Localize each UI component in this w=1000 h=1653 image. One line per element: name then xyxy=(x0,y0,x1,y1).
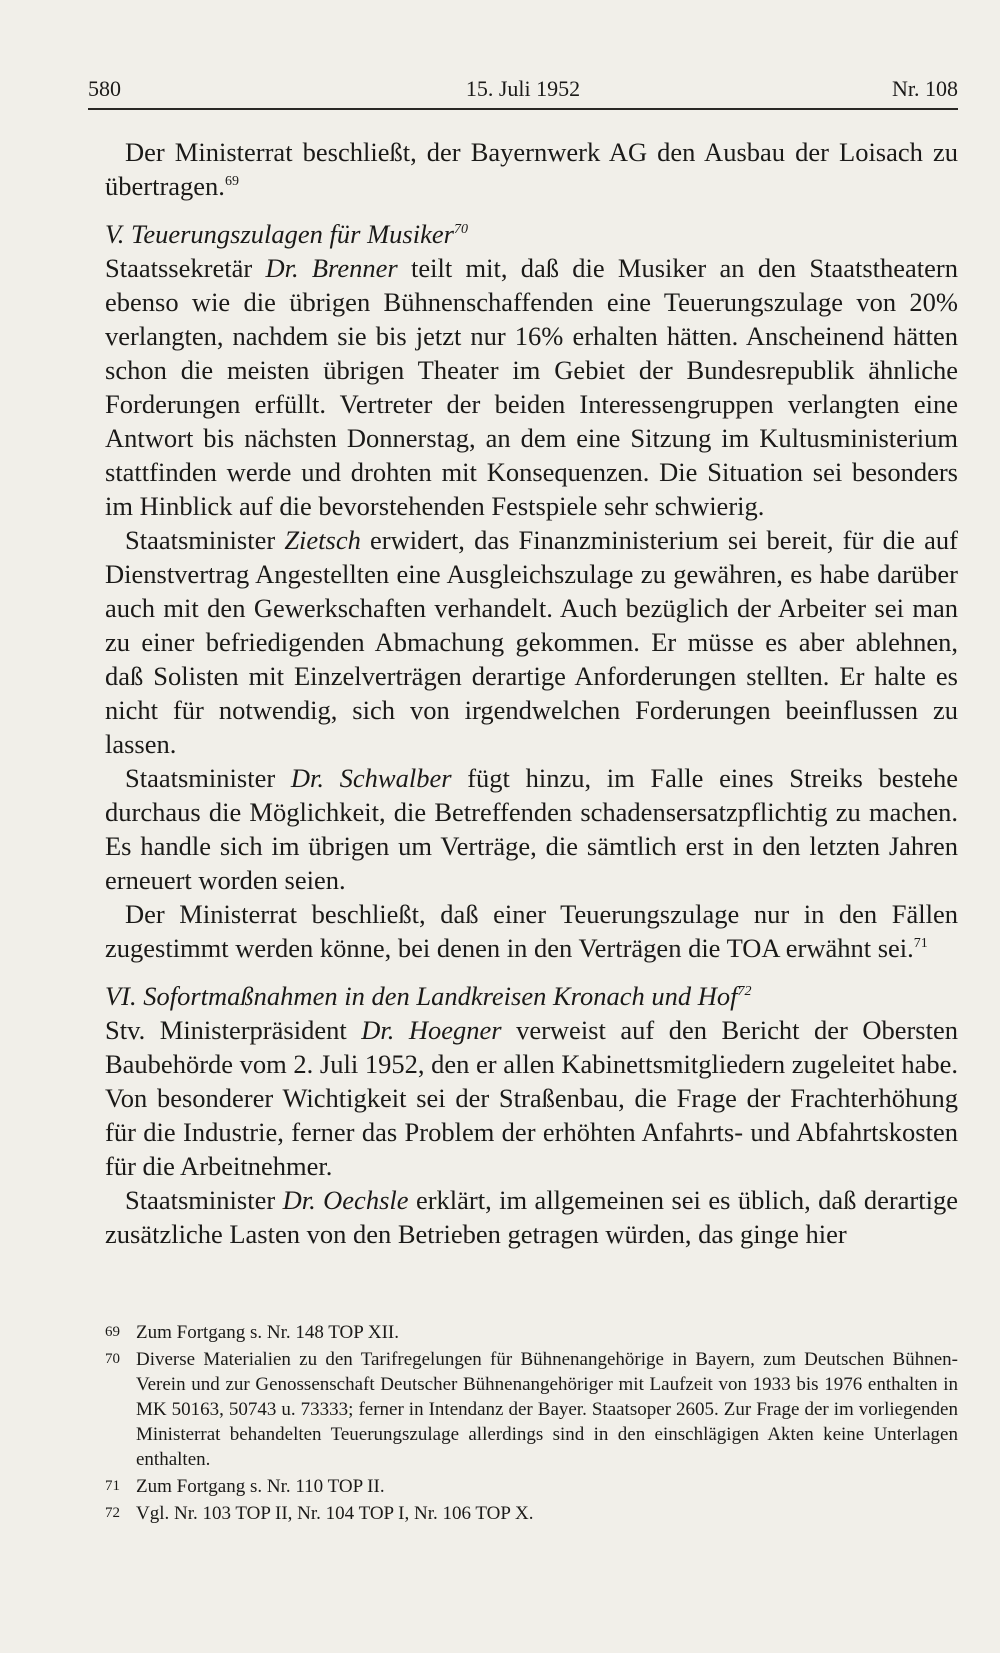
footnote-text: Vgl. Nr. 103 TOP II, Nr. 104 TOP I, Nr. 106 TOP X. xyxy=(136,1503,534,1524)
main-text xyxy=(105,135,958,1251)
speaker-name: Dr. Hoegner xyxy=(361,1015,502,1045)
header-date: 15. Juli 1952 xyxy=(465,76,581,101)
footnote-ref-71[interactable]: 71 xyxy=(913,936,928,952)
footnote-number: 71 xyxy=(105,1478,120,1494)
paragraph-hoegner: Stv. Ministerpräsident Dr. Hoegner verweist auf den Bericht der Obersten Baubehörde vom 2. Juli 1952, den er allen Kabinettsmitgliedern zugeleitet habe. Von besonderer Wichtigkeit sei der Straßenbau, die Frage der Frachterhöhung für die Industrie, ferner das Problem der erhöhten Anfahrts- und Abfahrtskosten für die Arbeitnehmer. xyxy=(105,1015,958,1181)
paragraph-brenner: Staatssekretär Dr. Brenner teilt mit, daß die Musiker an den Staatstheatern ebenso wie die übrigen Bühnenschaffenden eine Teuerungszulage von 20% verlangten, nachdem sie bis jetzt nur 16% erhalten hätten. Anscheinend hätten schon die meisten übrigen Theater im Gebiet der Bundesrepublik ähnliche Forderungen erfüllt. Vertreter der beiden Interessengruppen verlangten eine Antwort bis nächsten Donnerstag, an dem eine Sitzung im Kultusministerium stattfinden werde und drohten mit Konsequenzen. Die Situation sei besonders im Hinblick auf die bevorstehenden Festspiele sehr schwierig. xyxy=(105,253,959,521)
issue-number: Nr. 108 xyxy=(892,76,958,101)
paragraph-resolution-loisach: Der Ministerrat beschließt, der Bayernwerk AG den Ausbau der Loisach zu übertragen.$^{69}$ xyxy=(105,137,958,201)
speaker-name: Dr. Schwalber xyxy=(290,763,452,793)
footnote-number: 70 xyxy=(105,1351,120,1367)
running-header xyxy=(88,72,958,110)
section-heading-vi: VI. Sofortmaßnahmen in den Landkreisen Kronach und Hof$^{72}$ xyxy=(105,981,752,1011)
speaker-name: Dr. Brenner xyxy=(265,253,398,283)
footnote-text: Diverse Materialien zu den Tarifregelungen für Bühnenangehörige in Bayern, zum Deutschen Bühnen-Verein und zur Genossenschaft Deutscher Bühnenangehöriger mit Laufzeit von 1933 bis 1976 enthalten in MK 50163, 50743 u. 73333; ferner in Intendanz der Bayer. Staatsoper 2605. Zur Frage der im vorliegenden Ministerrat behandelten Teuerungszulage allerdings sind in den einschlägigen Akten keine Unterlagen enthalten. xyxy=(136,1349,958,1470)
speaker-name: Zietsch xyxy=(284,525,361,555)
footnote-ref-69[interactable]: 69 xyxy=(224,174,239,190)
footnote-ref-70[interactable]: 70 xyxy=(453,222,468,238)
footnotes xyxy=(105,1320,958,1528)
footnote-text: Zum Fortgang s. Nr. 110 TOP II. xyxy=(136,1476,385,1497)
section-heading-v: V. Teuerungszulagen für Musiker$^{70}$ xyxy=(105,219,468,249)
footnote-69 xyxy=(105,1320,958,1345)
page-number: 580 xyxy=(88,76,121,101)
footnote-text: Zum Fortgang s. Nr. 148 TOP XII. xyxy=(136,1322,400,1343)
paragraph-schwalber: Staatsminister Dr. Schwalber fügt hinzu, im Falle eines Streiks bestehe durchaus die Möglichkeit, die Betreffenden schadensersatzpflichtig zu machen. Es handle sich im übrigen um Verträge, die sämtlich erst in den letzten Jahren erneuert worden seien. xyxy=(105,763,959,895)
paragraph-zietsch: Staatsminister Zietsch erwidert, das Finanzministerium sei bereit, für die auf Dienstvertrag Angestellten eine Ausgleichszulage zu gewähren, es habe darüber auch mit den Gewerkschaften verhandelt. Auch bezüglich der Arbeiter sei man zu einer befriedigenden Abmachung gekommen. Er müsse es aber ablehnen, daß Solisten mit Einzelverträgen derartige Anforderungen stellten. Er halte es nicht für notwendig, sich von irgendwelchen Forderungen beeinflussen zu lassen. xyxy=(105,525,959,759)
speaker-name: Dr. Oechsle xyxy=(282,1185,409,1215)
footnote-number: 72 xyxy=(105,1505,120,1521)
paragraph-resolution-toa: Der Ministerrat beschließt, daß einer Teuerungszulage nur in den Fällen zugestimmt werden könne, bei denen in den Verträgen die TOA erwähnt sei.$^{71}$ xyxy=(105,899,958,963)
footnote-ref-72[interactable]: 72 xyxy=(737,984,752,1000)
footnote-72 xyxy=(105,1501,958,1526)
footnote-number: 69 xyxy=(105,1324,120,1340)
paragraph-oechsle: Staatsminister Dr. Oechsle erklärt, im allgemeinen sei es üblich, daß derartige zusätzliche Lasten von den Betrieben getragen würden, das ginge hier xyxy=(105,1185,958,1249)
footnote-71 xyxy=(105,1474,958,1499)
footnote-70 xyxy=(105,1347,958,1472)
